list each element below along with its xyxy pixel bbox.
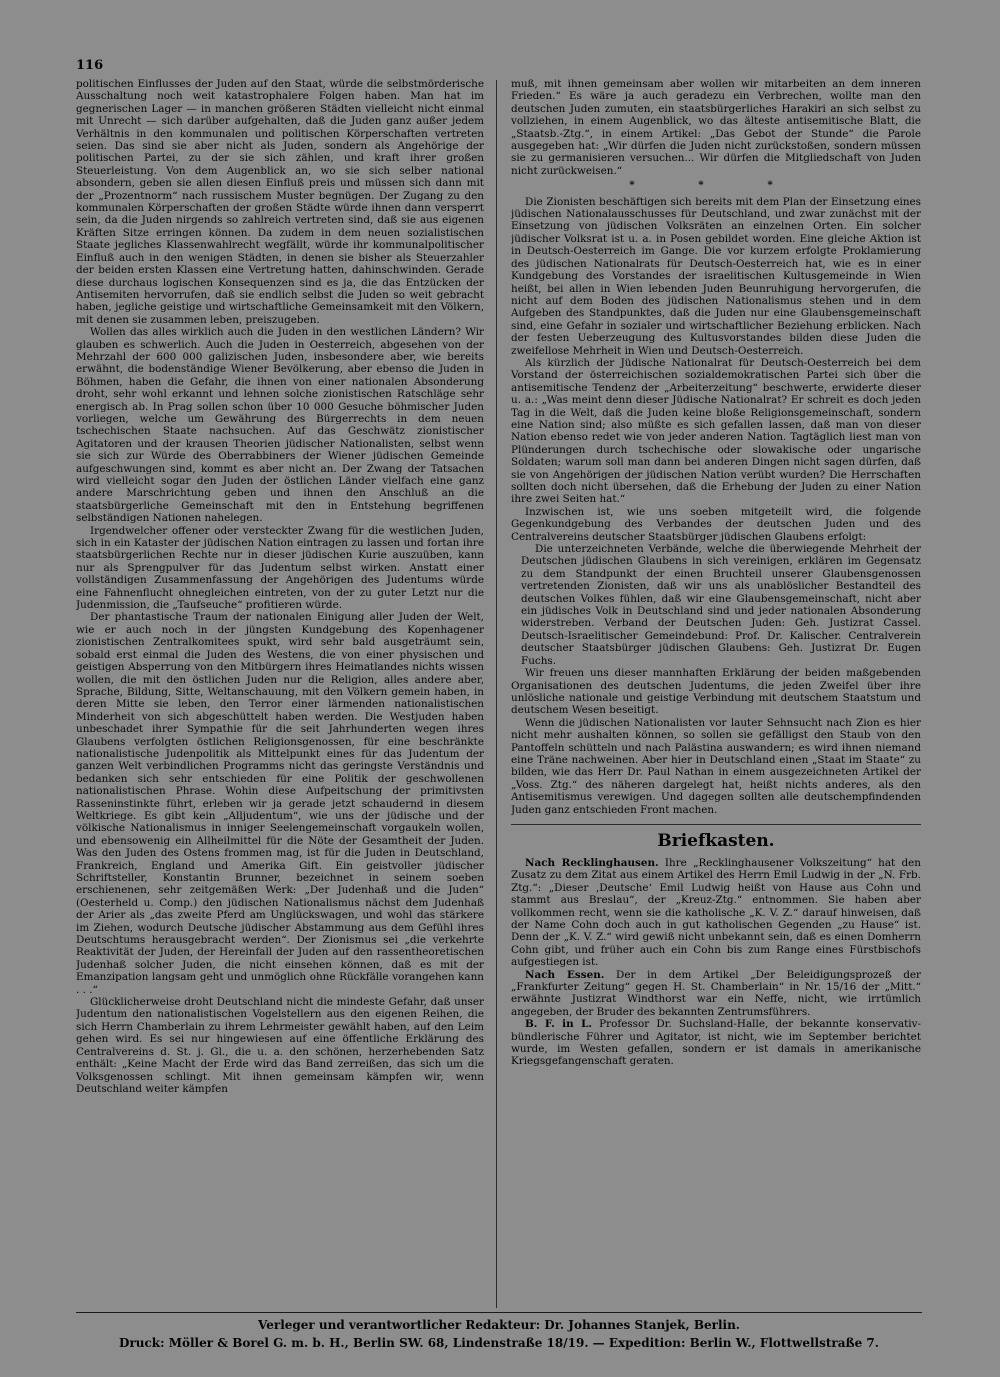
paragraph: Glücklicherweise droht Deutschland nicht die mindeste Gefahr, daß unser Judentum den nationalistischen Vogelstellern aus den eigenen Reihen, die sich Herrn Chamberlain zu ihrem Lehrmeister gewählt haben, auf den Leim gehen wird. Es sei nur hingewiesen auf eine öffentliche Erklärung des Centralvereins d. St. j. Gl., die u. a. den schönen, herzerhebenden Satz enthält: „Keine Macht der Erde wird das Band zerreißen, das sich um die Volksgenossen schlingt. Mit ihnen gemeinsam kämpfen wir, wenn Deutschland weiter kämpfen [76, 996, 484, 1095]
quote-paragraph: Die unterzeichneten Verbände, welche die überwiegende Mehrheit der Deutschen jüdischen Glaubens in sich vereinigen, erklären im Gegensatz zu dem Standpunkt der einen Bruchteil unserer Glaubensgenossen vertretenden Zionisten, daß wir uns als unablöslicher Bestandteil des deutschen Volkes fühlen, daß wir eine Glaubensgemeinschaft, nicht aber ein jüdisches Volk in Deutschland sind und jeder nationalen Absonderung widerstreben. Verband der Deutschen Juden: Geh. Justizrat Cassel. Deutsch-Israelitischer Gemeindebund: Prof. Dr. Kalischer. Centralverein deutscher Staatsbürger jüdischen Glaubens: Geh. Justizrat Dr. Eugen Fuchs. [521, 543, 921, 667]
entry-text: Der in dem Artikel „Der Beleidigungsprozeß der „Frankfurter Zeitung“ gegen H. St. Chamberlain“ in Nr. 15/16 der „Mitt.“ erwähnte Justizrat Windthorst war ein Neffe, nicht, wie irrtümlich angegeben, der Bruder des bekannten Zentrumsführers. [511, 968, 921, 1018]
footer-rule [76, 1312, 922, 1313]
briefkasten-entry [511, 1018, 921, 1068]
paragraph: Als kürzlich der Jüdische Nationalrat für Deutsch-Oesterreich bei dem Vorstand der österreichischen sozialdemokratischen Partei sich über die antisemitische Tendenz der „Arbeiterzeitung“ beschwerte, erwiderte dieser u. a.: „Was meint denn dieser Jüdische Nationalrat? Er schreit es doch jeden Tag in die Welt, daß die Juden keine bloße Religionsgemeinschaft, sondern eine Nation sind; also müßte es sich gefallen lassen, daß man von dieser Nation ebenso redet wie von jeder anderen Nation. Tagtäglich liest man von Plünderungen durch tschechische oder slowakische oder ungarische Soldaten; warum soll man dann bei anderen Dingen nicht sagen dürfen, daß sie von Angehörigen der jüdischen Nation verübt wurden? Die Herrschaften sollten doch nicht übersehen, daß die Erhebung der Juden zu einer Nation ihre zwei Seiten hat.“ [511, 356, 921, 506]
paragraph: Der phantastische Traum der nationalen Einigung aller Juden der Welt, wie er auch noch in der jüngsten Kundgebung des Kopenhagener zionistischen Zentralkomitees spukt, wird sehr bald ausgeträumt sein, sobald erst einmal die Juden des Westens, die von einer physischen und geistigen Absperrung von den Mitbürgern ihres Heimatlandes nichts wissen wollen, die mit den östlichen Juden nur die Religion, alles andere aber, Sprache, Bildung, Sitte, Weltanschauung, mit den Völkern gemein haben, in deren Mitte sie leben, den Terror einer lärmenden nationalistischen Minderheit von sich abgeschüttelt haben werden. Die Westjuden haben unbeschadet ihrer Sympathie für die seit Jahrhunderten wegen ihres Glaubens verfolgten östlichen Religionsgenossen, für eine beschränkte nationalistische Judenpolitik als Mittelpunkt eines für das Judentum der ganzen Welt verbindlichen Programms nicht das geringste Verständnis und bedanken sich sehr entschieden für eine Politik der geschwollenen nationalistischen Phrase. Wohin diese Aufpeitschung der primitivsten Rasseninstinkte führt, erleben wir ja gerade jetzt schaudernd in diesem Weltkriege. Es gibt kein „Alljudentum“, wie uns der jüdische und der völkische Nationalismus in inniger Seelengemeinschaft vorgaukeln wollen, und ebensowenig ein Allheilmittel für die Nöte der Gesamtheit der Juden. Was den Juden des Ostens frommen mag, ist für die Juden in Deutschland, Frankreich, England und Amerika Gift. Ein geistvoller jüdischer Schriftsteller, Konstantin Brunner, bezeichnet in seinem soeben erschienenen, sehr zeitgemäßen Werk: „Der Judenhaß und die Juden“ (Oesterheld u. Comp.) den jüdischen Nationalismus nächst dem Judenhaß der Arier als „das zweite Pferd am Unglückswagen, und wohl das stärkere im Ziehen, wodurch Deutsche jüdischer Abstammung aus dem Gefühl ihres Deutschtums herausgebracht werden“. Der Zionismus sei „die verkehrte Reaktivität der Juden, der Hereinfall der Juden auf den rassentheoretischen Judenhaß solcher Juden, die nicht einsehen können, daß es mit der Emanzipation langsam geht und unmöglich ohne Rückfälle vorangehen kann . . .“ [76, 611, 484, 996]
section-separator: * * * [629, 179, 803, 192]
entry-head: Nach Essen. [525, 968, 605, 981]
entry-text: Professor Dr. Suchsland-Halle, der bekannte konservativ-bündlerische Führer und Agitator, ist nicht, wie im September berichtet wurde, im Westen gefallen, sondern er ist damals in amerikanische Kriegsgefangenschaft geraten. [511, 1018, 921, 1068]
paragraph: Die Zionisten beschäftigen sich bereits mit dem Plan der Einsetzung eines jüdischen Nationalausschusses für Deutschland, und zwar zunächst mit der Einsetzung von jüdischen Volksräten an einzelnen Orten. Ein solcher jüdischer Volksrat ist u. a. in Posen gebildet worden. Eine gleiche Aktion ist in Deutsch-Oesterreich im Gange. Die vor kurzem erfolgte Proklamierung des jüdischen Nationalrats für Deutsch-Oesterreich hat, wie es in einer Kundgebung des Vorstandes der israelitischen Kultusgemeinde in Wien heißt, bei allen in Wien lebenden Juden Beunruhigung hervorgerufen, die nicht auf dem Boden des jüdischen Nationalismus stehen und in dem Aufgeben des Standpunktes, daß die Juden nur eine Glaubensgemeinschaft sind, eine Gefahr in sozialer und wirtschaftlicher Beziehung erblicken. Nach der festen Ueberzeugung des Kultusvorstandes bilden diese Juden die zweifellose Mehrheit in Wien und Deutsch-Oesterreich. [511, 195, 921, 357]
declaration-quote [521, 543, 921, 667]
entry-head: Nach Recklinghausen. [525, 856, 659, 869]
right-column [511, 78, 921, 1310]
paragraph: Wenn die jüdischen Nationalisten vor lauter Sehnsucht nach Zion es hier nicht mehr aushalten können, so sollen sie gefälligst den Staub von den Pantoffeln schütteln und nach Palästina auswandern; es wird ihnen niemand eine Träne nachweinen. Aber hier in Deutschland einen „Staat im Staate“ zu bilden, wie das Herr Dr. Paul Nathan in einem ausgezeichneten Artikel der „Voss. Ztg.“ des näheren dargelegt hat, heißt nichts anderes, als den Antisemitismus verewigen. Und dagegen sollten alle deutschempfindenden Juden ganz entschieden Front machen. [511, 716, 921, 816]
column-divider [496, 80, 497, 1308]
footer-publisher: Verleger und verantwortlicher Redakteur: Dr. Johannes Stanjek, Berlin. [258, 1318, 740, 1332]
entry-text: Ihre „Recklinghausener Volkszeitung“ hat den Zusatz zu dem Zitat aus einem Artikel des Herrn Emil Ludwig in der „N. Frb. Ztg.“: „Dieser ‚Deutsche‘ Emil Ludwig heißt von Hause aus Cohn und stammt aus Breslau“, der „Kreuz-Ztg.“ entnommen. Sie haben aber vollkommen recht, wenn sie die katholische „K. V. Z.“ darauf hinweisen, daß der Name Cohn doch auch in gut katholischen Gegenden „zu Hause“ ist. Denn der „K. V. Z.“ wird gewiß nicht unbekannt sein, daß es einen Domherrn Cohn gibt, und früher auch ein Cohn bis zum Range eines Fürstbischofs aufgestiegen ist. [511, 856, 921, 969]
page-number: 116 [76, 58, 104, 73]
paragraph: Wir freuen uns dieser mannhaften Erklärung der beiden maßgebenden Organisationen des deutschen Judentums, die jeden Zweifel über ihre unlösliche nationale und geistige Verbindung mit deutschem Staatstum und deutschem Wesen beseitigt. [511, 667, 921, 717]
footer-printer: Druck: Möller & Borel G. m. b. H., Berlin SW. 68, Lindenstraße 18/19. — Expedition: Berlin W., Flottwellstraße 7. [119, 1336, 879, 1350]
entry-head: B. F. in L. [525, 1018, 593, 1031]
paragraph: Irgendwelcher offener oder versteckter Zwang für die westlichen Juden, sich in ein Kataster der jüdischen Nation eintragen zu lassen und fortan ihre staatsbürgerlichen Rechte nur in dieser jüdischen Kurie auszuüben, kann nur als Sprengpulver für das Judentum selbst wirken. Anstatt einer vollständigen Zusammenfassung der Angehörigen des Judentums würde eine Fahnenflucht ohnegleichen eintreten, von der zu guter Letzt nur die Judenmission, die „Taufseuche“ profitieren würde. [76, 524, 484, 612]
paragraph: Inzwischen ist, wie uns soeben mitgeteilt wird, die folgende Gegenkundgebung des Verbandes der deutschen Juden und des Centralvereins deutscher Staatsbürger jüdischen Glaubens erfolgt: [511, 505, 921, 543]
briefkasten-entry [511, 969, 921, 1019]
briefkasten-title: Briefkasten. [511, 824, 921, 851]
left-column [76, 78, 484, 1310]
paragraph: politischen Einflusses der Juden auf den Staat, würde die selbstmörderische Ausschaltung noch weit katastrophalere Folgen haben. Man hat im gegnerischen Lager — in manchen größeren Städten vielleicht nicht einmal mit Unrecht — sich darüber aufgehalten, daß die Juden ganz außer jedem Verhältnis in den kommunalen und politischen Körperschaften vertreten seien. Das sind sie aber nicht als Juden, sondern als Angehörige der politischen Partei, zu der sie sich zählen, und kraft ihrer großen Steuerleistung. Von dem Augenblick an, wo sie sich selber national absondern, geben sie allen diesen Einfluß preis und müssen sich dann mit der „Prozentnorm“ nach russischem Muster begnügen. Der Zugang zu den kommunalen Körperschaften der großen Städte würde ihnen dann versperrt sein, da die Juden nirgends so zahlreich vertreten sind, daß sie aus eigenen Kräften Sitze erringen können. Da zudem in dem neuen sozialistischen Staate jegliches Klassenwahlrecht wegfällt, würde ihr kommunalpolitischer Einfluß auch in den wenigen Städten, in denen sie bisher als Steuerzahler der beiden ersten Klassen eine Vertretung hatten, dahinschwinden. Gerade diese durchaus logischen Konsequenzen sind es ja, die das Entzücken der Antisemiten hervorrufen, daß sie endlich selbst die Juden so weit gebracht haben, jegliche geistige und wirtschaftliche Gemeinsamkeit mit den Völkern, mit denen sie zusammen leben, preiszugeben. [76, 78, 484, 326]
paragraph: Wollen das alles wirklich auch die Juden in den westlichen Ländern? Wir glauben es schwerlich. Auch die Juden in Oesterreich, abgesehen von der Mehrzahl der 600 000 galizischen Juden, insbesondere aber, wie bereits erwähnt, die bodenständige Wiener Bevölkerung, aber ebenso die Juden in Böhmen, haben die Gefahr, die ihnen von einer nationalen Absonderung droht, sehr wohl erkannt und lehnen solche zionistischen Ratschläge sehr energisch ab. In Prag sollen schon über 10 000 Gesuche böhmischer Juden vorliegen, welche um Gewährung des Bürgerrechts in dem neuen tschechischen Staate nachsuchen. Auf das Geschwätz zionistischer Agitatoren und der krausen Theorien jüdischer Nationalisten, selbst wenn sie sich zur Würde des Oberrabbiners der Wiener jüdischen Gemeinde aufgeschwungen sind, kommt es aber nicht an. Der Zwang der Tatsachen wird vielleicht sogar den Juden der östlichen Länder vielfach eine ganz andere Marschrichtung geben und ihnen den Anschluß an die staatsbürgerliche Gemeinschaft mit den in Entstehung begriffenen selbständigen Nationen nahelegen. [76, 326, 484, 525]
paragraph: muß, mit ihnen gemeinsam aber wollen wir mitarbeiten an dem inneren Frieden.“ Es wäre ja auch geradezu ein Verbrechen, wollte man den deutschen Juden zumuten, ein staatsbürgerliches Harakiri an sich selbst zu vollziehen, in einem Augenblick, wo das älteste antisemitische Blatt, die „Staatsb.-Ztg.“, in einem Artikel: „Das Gebot der Stunde“ die Parole ausgegeben hat: „Wir dürfen die Juden nicht zurückstoßen, sondern müssen sie zu germanisieren versuchen... Wir dürfen die Mitgliedschaft von Juden nicht zurückweisen.“ [511, 78, 921, 177]
briefkasten-entry [511, 857, 921, 969]
